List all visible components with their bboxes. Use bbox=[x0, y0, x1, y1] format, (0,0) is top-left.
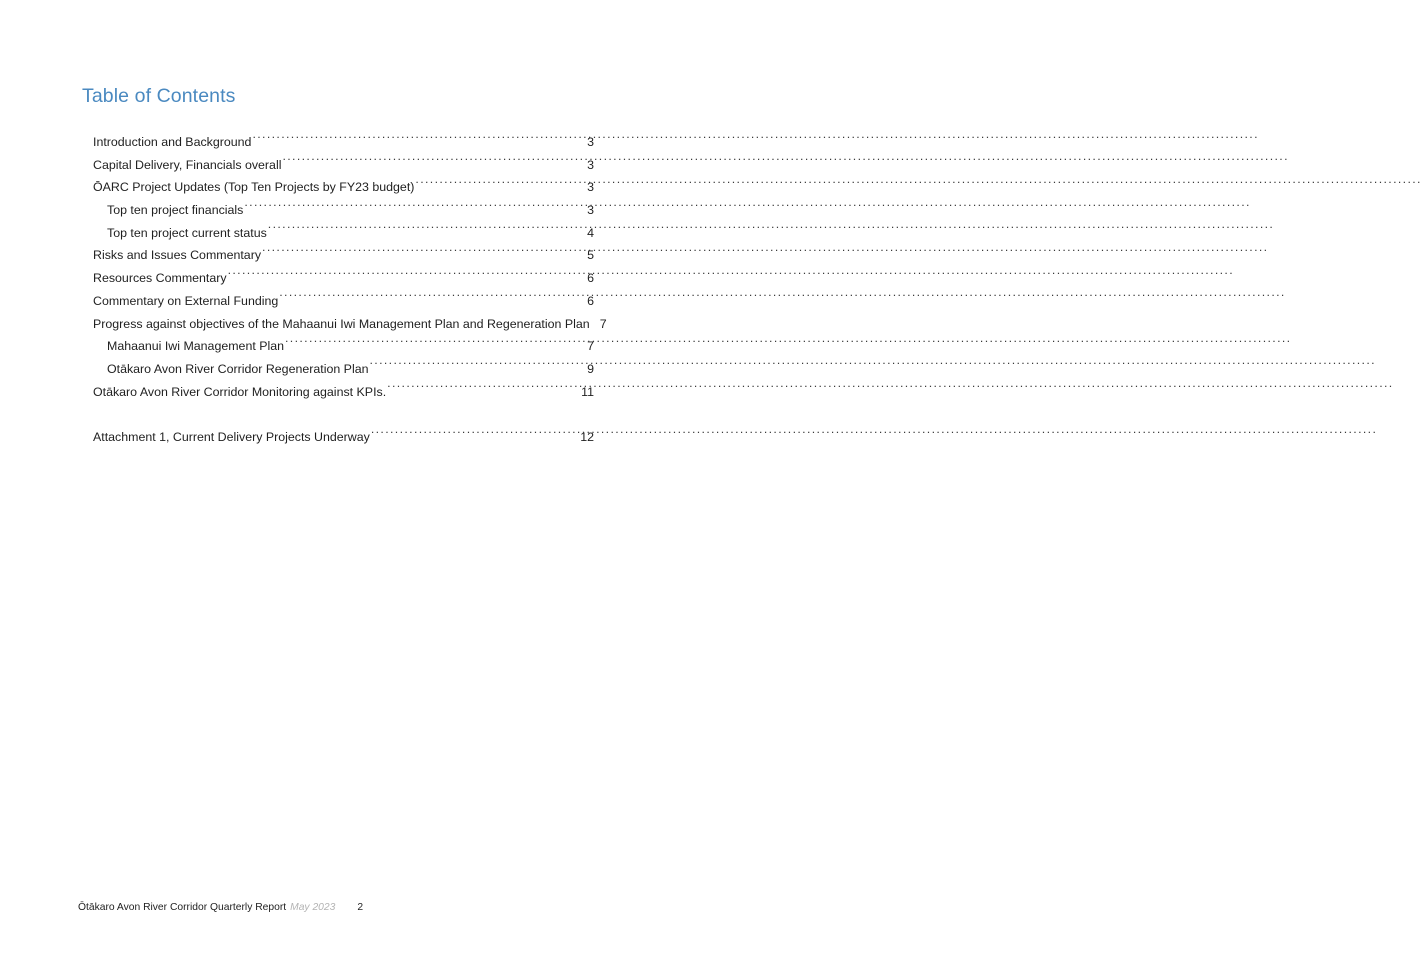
toc-entry-title: Commentary on External Funding bbox=[93, 293, 279, 308]
toc-entry-title: Capital Delivery, Financials overall bbox=[93, 157, 282, 172]
toc-entry-page-number: 7 bbox=[587, 339, 594, 354]
toc-entry-title: Otākaro Avon River Corridor Regeneration Plan bbox=[107, 361, 369, 376]
table-of-contents-list bbox=[93, 131, 607, 449]
toc-dot-leader bbox=[282, 156, 578, 168]
toc-entry-page-number: 3 bbox=[587, 180, 594, 195]
toc-entry-title: Top ten project current status bbox=[107, 225, 267, 240]
page-title: Table of Contents bbox=[82, 85, 236, 107]
toc-entry-title: Resources Commentary bbox=[93, 271, 227, 286]
toc-dot-leader bbox=[387, 383, 577, 395]
toc-entry-page-number: 11 bbox=[581, 384, 594, 399]
toc-dot-leader bbox=[244, 202, 578, 214]
toc-dot-leader bbox=[371, 429, 576, 441]
toc-entry-page-number: 6 bbox=[587, 293, 594, 308]
toc-entry-title: Introduction and Background bbox=[93, 135, 252, 149]
toc-entry-page-number: 4 bbox=[587, 225, 594, 240]
toc-dot-leader bbox=[285, 338, 578, 350]
toc-entry-title: Progress against objectives of the Mahaanui Iwi Management Plan and Regeneration Plan bbox=[93, 316, 590, 331]
toc-entry-title: Otākaro Avon River Corridor Monitoring against KPIs. bbox=[93, 384, 387, 399]
document-page bbox=[0, 0, 675, 955]
toc-entry-title: Mahaanui Iwi Management Plan bbox=[107, 339, 285, 354]
footer-page-number: 2 bbox=[357, 902, 364, 913]
page-footer bbox=[78, 902, 363, 913]
toc-entry-page-number: 3 bbox=[587, 157, 594, 172]
toc-entry-title: ŌARC Project Updates (Top Ten Projects by FY23 budget) bbox=[93, 180, 415, 195]
toc-dot-leader bbox=[252, 134, 578, 146]
toc-entry-page-number: 6 bbox=[587, 271, 594, 286]
toc-entry[interactable] bbox=[93, 426, 594, 449]
toc-entry[interactable] bbox=[93, 381, 594, 404]
toc-entry[interactable] bbox=[93, 290, 594, 313]
toc-entry-page-number: 9 bbox=[587, 361, 594, 376]
toc-entry-title: Attachment 1, Current Delivery Projects Underway bbox=[93, 429, 370, 444]
footer-document-title: Ōtākaro Avon River Corridor Quarterly Report bbox=[78, 902, 287, 913]
toc-entry-page-number: 5 bbox=[587, 248, 594, 263]
toc-entry-page-number: 3 bbox=[587, 135, 594, 149]
toc-dot-leader bbox=[279, 292, 578, 304]
toc-entry-page-number: 12 bbox=[580, 429, 594, 444]
toc-entry-page-number: 3 bbox=[587, 203, 594, 218]
footer-date: May 2023 bbox=[290, 902, 336, 913]
toc-entry-title: Top ten project financials bbox=[107, 203, 244, 218]
toc-dot-leader bbox=[415, 179, 578, 191]
toc-entry-page-number: 7 bbox=[599, 316, 607, 331]
toc-dot-leader bbox=[268, 224, 578, 236]
toc-entry-title: Risks and Issues Commentary bbox=[93, 248, 262, 263]
toc-dot-leader bbox=[262, 247, 578, 259]
toc-dot-leader bbox=[228, 270, 578, 282]
toc-dot-leader bbox=[370, 360, 579, 372]
